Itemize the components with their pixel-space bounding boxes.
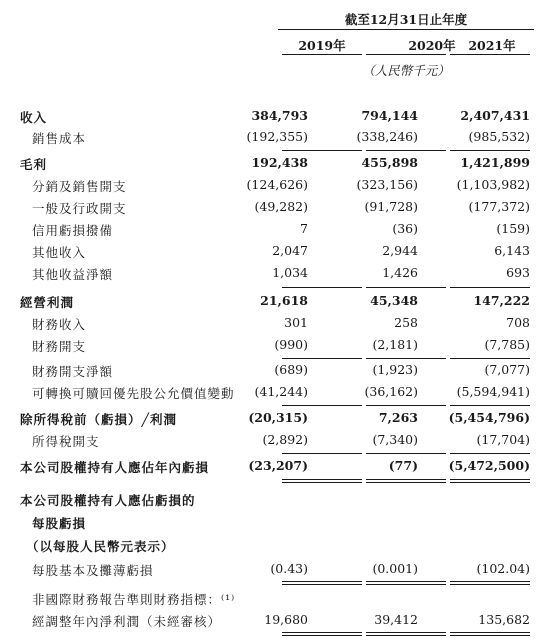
- row-label: 銷售成本: [32, 131, 87, 146]
- year-2019-header: 2019年: [298, 38, 346, 53]
- row-label: 經調整年內淨利潤（未經審核）: [32, 614, 222, 629]
- table-row: [0, 108, 550, 128]
- row-label: 分銷及銷售開支: [32, 179, 127, 194]
- value-2019: 301: [284, 315, 308, 330]
- value-2020: 258: [394, 315, 418, 330]
- value-2021: (1,103,982): [456, 177, 530, 192]
- subtotal-rule: [366, 358, 446, 359]
- table-row: [0, 432, 550, 452]
- value-2020: (7,340): [372, 432, 418, 447]
- row-label: 其他收益淨額: [32, 267, 114, 282]
- value-2020: 794,144: [361, 108, 418, 123]
- total-double-rule: [366, 632, 446, 636]
- value-2020: (36): [392, 221, 418, 236]
- value-2021: 147,222: [473, 293, 530, 308]
- subtotal-rule: [450, 405, 530, 406]
- row-label: 每股虧損: [32, 516, 87, 531]
- section-heading: [0, 491, 550, 511]
- value-2019: (192,355): [246, 129, 308, 144]
- subtotal-rule: [450, 453, 530, 454]
- value-2020: (2,181): [372, 337, 418, 352]
- row-label: 除所得稅前（虧損）╱利潤: [20, 412, 178, 427]
- year-2020-rule: [366, 54, 446, 55]
- total-double-rule: [450, 581, 530, 585]
- subtotal-rule: [366, 150, 446, 151]
- row-label: 本公司股權持有人應佔年內虧損: [20, 460, 210, 475]
- table-row: [0, 612, 550, 632]
- table-row: [0, 410, 550, 430]
- table-row: [0, 561, 550, 581]
- subtotal-rule: [282, 453, 362, 454]
- total-double-rule: [282, 632, 362, 636]
- year-2019-rule: [282, 54, 362, 55]
- table-row: [0, 265, 550, 285]
- value-2020: (0.001): [372, 561, 418, 576]
- subtotal-rule: [282, 287, 362, 288]
- value-2021: (5,594,941): [456, 384, 530, 399]
- value-2019: (20,315): [248, 410, 308, 425]
- subtotal-rule: [450, 150, 530, 151]
- value-2019: 7: [300, 221, 308, 236]
- value-2020: 7,263: [378, 410, 418, 425]
- value-2021: (102.04): [476, 561, 530, 576]
- subtotal-rule: [282, 150, 362, 151]
- table-row: [0, 458, 550, 478]
- total-double-rule: [282, 581, 362, 585]
- row-label: 所得稅開支: [32, 434, 100, 449]
- row-label: （以每股人民幣元表示）: [26, 539, 175, 554]
- total-double-rule: [450, 632, 530, 636]
- value-2020: (91,728): [364, 199, 418, 214]
- value-2021: 1,421,899: [460, 155, 530, 170]
- year-2021-rule: [450, 54, 530, 55]
- subtotal-rule: [282, 358, 362, 359]
- value-2019: (2,892): [262, 432, 308, 447]
- table-row: [0, 384, 550, 404]
- value-2020: 2,944: [382, 243, 418, 258]
- subtotal-rule: [366, 287, 446, 288]
- value-2020: (77): [388, 458, 418, 473]
- year-2020-header: 2020年: [408, 38, 456, 53]
- table-row: [0, 293, 550, 313]
- value-2019: (49,282): [254, 199, 308, 214]
- value-2021: (159): [496, 221, 530, 236]
- table-row: [0, 315, 550, 335]
- value-2019: 1,034: [272, 265, 308, 280]
- value-2021: (985,532): [468, 129, 530, 144]
- unit-label: （人民幣千元）: [362, 63, 450, 78]
- value-2021: 693: [506, 265, 530, 280]
- period-header-rule: [278, 29, 534, 30]
- table-row: [0, 177, 550, 197]
- value-2021: 2,407,431: [460, 108, 530, 123]
- value-2021: 6,143: [494, 243, 530, 258]
- section-heading: [0, 590, 550, 610]
- table-row: [0, 221, 550, 241]
- value-2019: (41,244): [254, 384, 308, 399]
- row-label: 每股基本及攤薄虧損: [32, 563, 154, 578]
- section-heading: [0, 537, 550, 557]
- row-label: 收入: [20, 110, 48, 125]
- row-label: 經營利潤: [20, 295, 75, 310]
- value-2020: (338,246): [356, 129, 418, 144]
- value-2019: (0.43): [270, 561, 308, 576]
- row-label: 財務開支: [32, 339, 87, 354]
- subtotal-rule: [450, 358, 530, 359]
- value-2021: (17,704): [476, 432, 530, 447]
- subtotal-rule: [282, 405, 362, 406]
- row-label: 信用虧損撥備: [32, 223, 114, 238]
- row-label: 財務收入: [32, 317, 87, 332]
- row-label: 一般及行政開支: [32, 201, 127, 216]
- total-double-rule: [450, 479, 530, 483]
- value-2021: (5,454,796): [448, 410, 530, 425]
- table-row: [0, 155, 550, 175]
- row-label: 毛利: [20, 157, 48, 172]
- period-header: 截至12月31日止年度: [344, 12, 468, 27]
- table-row: [0, 199, 550, 219]
- value-2021: 708: [506, 315, 530, 330]
- value-2020: 455,898: [361, 155, 418, 170]
- value-2019: 21,618: [260, 293, 308, 308]
- value-2020: 39,412: [374, 612, 418, 627]
- subtotal-rule: [366, 405, 446, 406]
- value-2019: 192,438: [251, 155, 308, 170]
- total-double-rule: [282, 479, 362, 483]
- value-2020: 45,348: [370, 293, 418, 308]
- value-2020: (323,156): [356, 177, 418, 192]
- value-2019: 384,793: [251, 108, 308, 123]
- row-label: 非國際財務報告準則財務指標：⁽¹⁾: [32, 592, 236, 607]
- value-2019: (124,626): [246, 177, 308, 192]
- table-row: [0, 337, 550, 357]
- value-2020: 1,426: [382, 265, 418, 280]
- value-2021: (7,785): [484, 337, 530, 352]
- value-2020: (1,923): [372, 362, 418, 377]
- row-label: 其他收入: [32, 245, 87, 260]
- total-double-rule: [366, 479, 446, 483]
- value-2021: 135,682: [478, 612, 530, 627]
- section-heading: [0, 514, 550, 534]
- value-2021: (177,372): [468, 199, 530, 214]
- value-2021: (7,077): [484, 362, 530, 377]
- value-2019: (990): [274, 337, 308, 352]
- total-double-rule: [366, 581, 446, 585]
- table-row: [0, 362, 550, 382]
- value-2020: (36,162): [364, 384, 418, 399]
- table-row: [0, 129, 550, 149]
- value-2019: (23,207): [248, 458, 308, 473]
- value-2021: (5,472,500): [448, 458, 530, 473]
- value-2019: 19,680: [264, 612, 308, 627]
- row-label: 可轉換可贖回優先股公允價值變動: [32, 386, 235, 401]
- subtotal-rule: [450, 287, 530, 288]
- value-2019: 2,047: [272, 243, 308, 258]
- subtotal-rule: [366, 453, 446, 454]
- year-2021-header: 2021年: [468, 38, 516, 53]
- row-label: 財務開支淨額: [32, 364, 114, 379]
- table-row: [0, 243, 550, 263]
- value-2019: (689): [274, 362, 308, 377]
- row-label: 本公司股權持有人應佔虧損的: [20, 493, 196, 508]
